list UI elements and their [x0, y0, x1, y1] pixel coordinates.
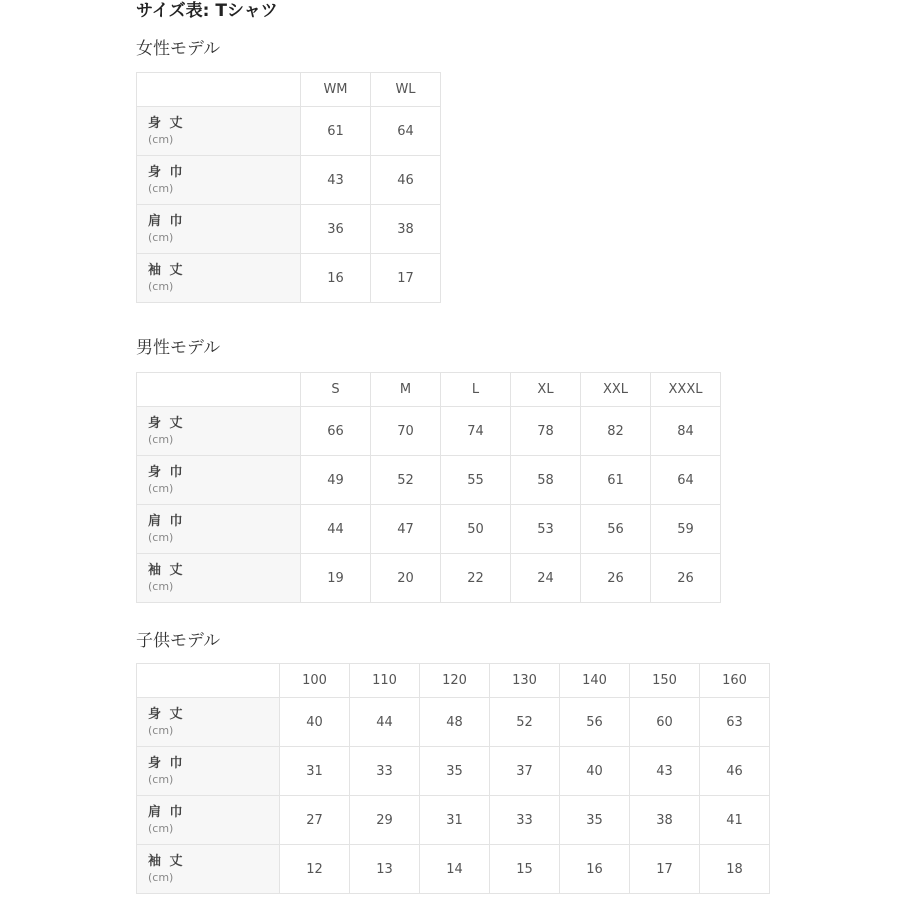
table-row: [137, 796, 770, 845]
measurement-value-cell: 22: [441, 554, 511, 603]
size-header-cell: 160: [700, 664, 770, 698]
table-row: [137, 747, 770, 796]
measurement-label: 身 巾: [148, 164, 185, 180]
measurement-value-cell: 53: [511, 505, 581, 554]
measurement-label: 身 丈: [148, 115, 185, 131]
measurement-header-cell: [137, 456, 301, 505]
measurement-value-cell: 78: [511, 407, 581, 456]
measurement-value-cell: 15: [490, 845, 560, 894]
measurement-value-cell: 31: [420, 796, 490, 845]
measurement-header-cell: [137, 796, 280, 845]
measurement-value-cell: 61: [301, 107, 371, 156]
size-header-cell: WM: [301, 73, 371, 107]
measurement-header-cell: [137, 747, 280, 796]
measurement-value-cell: 26: [651, 554, 721, 603]
table-header-row: [137, 373, 721, 407]
measurement-label: 肩 巾: [148, 804, 185, 820]
measurement-value-cell: 37: [490, 747, 560, 796]
measurement-value-cell: 36: [301, 205, 371, 254]
measurement-value-cell: 40: [280, 698, 350, 747]
measurement-unit: (cm): [148, 723, 174, 737]
size-header-cell: S: [301, 373, 371, 407]
measurement-header-cell: [137, 845, 280, 894]
measurement-unit: (cm): [148, 821, 174, 835]
measurement-header-cell: [137, 107, 301, 156]
measurement-value-cell: 64: [371, 107, 441, 156]
measurement-value-cell: 19: [301, 554, 371, 603]
measurement-value-cell: 35: [420, 747, 490, 796]
table-corner-cell: [137, 73, 301, 107]
measurement-unit: (cm): [148, 870, 174, 884]
page-title: サイズ表: Tシャツ: [136, 1, 278, 21]
measurement-label: 肩 巾: [148, 513, 185, 529]
measurement-value-cell: 70: [371, 407, 441, 456]
table-row: [137, 407, 721, 456]
measurement-value-cell: 48: [420, 698, 490, 747]
measurement-value-cell: 38: [630, 796, 700, 845]
measurement-header-cell: [137, 505, 301, 554]
measurement-value-cell: 40: [560, 747, 630, 796]
measurement-value-cell: 31: [280, 747, 350, 796]
measurement-value-cell: 43: [630, 747, 700, 796]
women-section-title: 女性モデル: [136, 39, 221, 59]
measurement-value-cell: 58: [511, 456, 581, 505]
measurement-label: 袖 丈: [148, 562, 185, 578]
measurement-value-cell: 14: [420, 845, 490, 894]
measurement-value-cell: 63: [700, 698, 770, 747]
table-row: [137, 845, 770, 894]
measurement-header-cell: [137, 156, 301, 205]
measurement-label: 肩 巾: [148, 213, 185, 229]
measurement-header-cell: [137, 254, 301, 303]
measurement-header-cell: [137, 554, 301, 603]
measurement-value-cell: 26: [581, 554, 651, 603]
size-header-cell: 140: [560, 664, 630, 698]
measurement-label: 身 丈: [148, 706, 185, 722]
measurement-value-cell: 66: [301, 407, 371, 456]
table-row: [137, 254, 441, 303]
size-header-cell: WL: [371, 73, 441, 107]
men-size-table: [136, 372, 721, 603]
size-header-cell: XXL: [581, 373, 651, 407]
size-header-cell: XXXL: [651, 373, 721, 407]
measurement-value-cell: 16: [301, 254, 371, 303]
measurement-label: 身 丈: [148, 415, 185, 431]
measurement-unit: (cm): [148, 481, 174, 495]
size-header-cell: M: [371, 373, 441, 407]
measurement-value-cell: 18: [700, 845, 770, 894]
table-row: [137, 107, 441, 156]
measurement-header-cell: [137, 407, 301, 456]
table-corner-cell: [137, 664, 280, 698]
table-row: [137, 156, 441, 205]
measurement-value-cell: 46: [700, 747, 770, 796]
women-size-table: [136, 72, 441, 303]
measurement-unit: (cm): [148, 181, 174, 195]
measurement-value-cell: 74: [441, 407, 511, 456]
size-header-cell: L: [441, 373, 511, 407]
measurement-value-cell: 35: [560, 796, 630, 845]
table-header-row: [137, 664, 770, 698]
measurement-value-cell: 59: [651, 505, 721, 554]
measurement-value-cell: 41: [700, 796, 770, 845]
measurement-value-cell: 13: [350, 845, 420, 894]
table-row: [137, 505, 721, 554]
measurement-value-cell: 38: [371, 205, 441, 254]
measurement-value-cell: 44: [350, 698, 420, 747]
measurement-unit: (cm): [148, 230, 174, 244]
measurement-value-cell: 20: [371, 554, 441, 603]
measurement-value-cell: 29: [350, 796, 420, 845]
measurement-value-cell: 43: [301, 156, 371, 205]
measurement-value-cell: 17: [630, 845, 700, 894]
measurement-value-cell: 82: [581, 407, 651, 456]
measurement-value-cell: 50: [441, 505, 511, 554]
kids-section-title: 子供モデル: [136, 631, 221, 651]
size-header-cell: 120: [420, 664, 490, 698]
measurement-value-cell: 52: [371, 456, 441, 505]
size-header-cell: 100: [280, 664, 350, 698]
measurement-label: 袖 丈: [148, 262, 185, 278]
measurement-unit: (cm): [148, 579, 174, 593]
measurement-value-cell: 24: [511, 554, 581, 603]
measurement-label: 身 巾: [148, 755, 185, 771]
men-section-title: 男性モデル: [136, 338, 221, 358]
size-header-cell: 110: [350, 664, 420, 698]
size-header-cell: XL: [511, 373, 581, 407]
table-corner-cell: [137, 373, 301, 407]
measurement-value-cell: 33: [490, 796, 560, 845]
measurement-value-cell: 61: [581, 456, 651, 505]
measurement-value-cell: 33: [350, 747, 420, 796]
measurement-value-cell: 49: [301, 456, 371, 505]
measurement-unit: (cm): [148, 530, 174, 544]
measurement-value-cell: 17: [371, 254, 441, 303]
measurement-value-cell: 60: [630, 698, 700, 747]
measurement-value-cell: 46: [371, 156, 441, 205]
measurement-value-cell: 56: [560, 698, 630, 747]
measurement-value-cell: 44: [301, 505, 371, 554]
measurement-unit: (cm): [148, 132, 174, 146]
size-header-cell: 130: [490, 664, 560, 698]
measurement-value-cell: 56: [581, 505, 651, 554]
measurement-unit: (cm): [148, 772, 174, 786]
measurement-header-cell: [137, 698, 280, 747]
measurement-value-cell: 12: [280, 845, 350, 894]
measurement-value-cell: 47: [371, 505, 441, 554]
table-row: [137, 698, 770, 747]
table-row: [137, 456, 721, 505]
size-header-cell: 150: [630, 664, 700, 698]
measurement-value-cell: 27: [280, 796, 350, 845]
measurement-label: 身 巾: [148, 464, 185, 480]
measurement-label: 袖 丈: [148, 853, 185, 869]
measurement-unit: (cm): [148, 279, 174, 293]
measurement-value-cell: 64: [651, 456, 721, 505]
measurement-unit: (cm): [148, 432, 174, 446]
measurement-value-cell: 16: [560, 845, 630, 894]
measurement-value-cell: 55: [441, 456, 511, 505]
measurement-value-cell: 52: [490, 698, 560, 747]
table-row: [137, 554, 721, 603]
measurement-value-cell: 84: [651, 407, 721, 456]
table-row: [137, 205, 441, 254]
measurement-header-cell: [137, 205, 301, 254]
table-header-row: [137, 73, 441, 107]
kids-size-table: [136, 663, 770, 894]
